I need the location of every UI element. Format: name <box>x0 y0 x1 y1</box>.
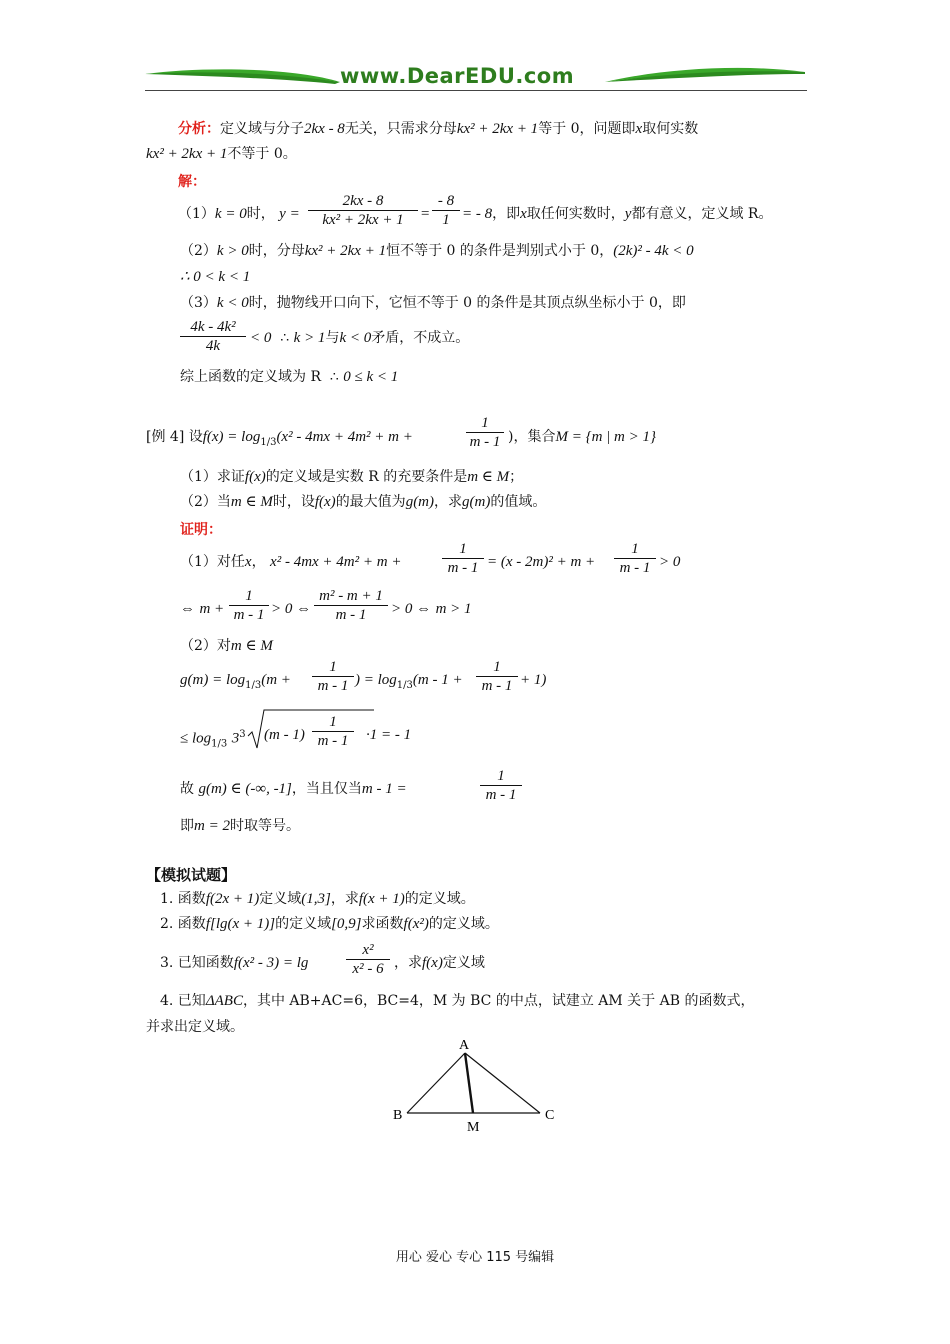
proof-part-2: （2）对m ∈ M <box>180 638 273 654</box>
solution-label: 解： <box>178 174 206 190</box>
proof-line-1: （1）对任x， x² - 4mx + 4m² + m + <box>180 554 402 570</box>
example-4-q2: （2）当m ∈ M时，设f(x)的最大值为g(m)，求g(m)的值域。 <box>180 494 547 510</box>
equality-line: 即m = 2时取等号。 <box>180 818 300 834</box>
vertex-b-label: B <box>393 1108 403 1123</box>
vertex-c-label: C <box>545 1108 555 1123</box>
analysis-label: 分析： <box>178 121 220 137</box>
range-line: 故 g(m) ∈ (-∞, -1]，当且仅当m - 1 = <box>180 781 407 797</box>
analysis-line-1: 分析：定义域与分子2kx - 8无关，只需求分母kx² + 2kx + 1等于 0，问题即x取何实数 <box>178 121 699 137</box>
midpoint-m-label: M <box>467 1120 480 1135</box>
vertex-a-label: A <box>459 1038 470 1053</box>
g-of-m-line: $g(m) = \log_{1/3}(m$ + <box>180 672 291 691</box>
triangle-figure <box>385 1035 570 1135</box>
example-4-q1: （1）求证f(x)的定义域是实数 R 的充要条件是m ∈ M； <box>180 469 524 485</box>
solution-case-3: （3）k < 0时，抛物线开口向下，它恒不等于 0 的条件是其顶点纵坐标小于 0，即 <box>180 295 686 311</box>
solution-case-2-result: ∴ 0 < k < 1 <box>180 269 251 285</box>
exercise-4-cont: 并求出定义域。 <box>146 1019 244 1035</box>
exercise-1: 1. 函数f(2x + 1)定义域(1,3]，求f(x + 1)的定义域。 <box>160 891 475 907</box>
exercise-4: 4. 已知ΔABC，其中 AB+AC=6，BC=4，M 为 BC 的中点，试建立 AM 关于 AB 的函数式， <box>160 993 755 1009</box>
example-4-statement: [例 4] 设$f(x) = \log_{1/3}(x^2 - 4mx + 4m^2 + m$ + <box>146 429 413 448</box>
case1-fraction: $\frac{2kx - 8}{\text{kx² + 2kx + 1}}$ <box>308 192 418 229</box>
case1-fraction-2: $\frac{- 8}{1}$ <box>432 192 460 229</box>
proof-label: 证明： <box>180 522 222 538</box>
site-brand: www.DearEDU.com <box>340 64 575 88</box>
solution-case-2: （2）k > 0时，分母kx² + 2kx + 1恒不等于 0 的条件是判别式小于 0，(2k)² - 4k < 0 <box>180 243 694 259</box>
header-rule <box>145 90 807 91</box>
exercise-2: 2. 函数f[lg(x + 1)]的定义域[0,9]求函数f(x²)的定义域。 <box>160 916 499 932</box>
case3-conclusion: < 0 ∴ k > 1与k < 0矛盾，不成立。 <box>250 330 470 346</box>
page-footer: 用心 爱心 专心 115 号编辑 <box>395 1250 555 1265</box>
exercises-heading: 【模拟试题】 <box>146 866 237 884</box>
solution-summary: 综上函数的定义域为 R ∴ 0 ≤ k < 1 <box>180 369 399 385</box>
exercise-3: 3. 已知函数f(x² - 3) = lg <box>160 955 309 971</box>
inequality-line: ≤ $\log_{1/3} 3^3$ <box>180 729 246 750</box>
solution-case-1: （1）k = 0时， y = <box>178 206 300 222</box>
analysis-line-2: kx² + 2kx + 1不等于 0。 <box>146 146 297 162</box>
example-4-fraction: $\frac{1}{m - 1}$ <box>466 414 504 451</box>
proof-line-2: ⇔ m + <box>180 601 225 617</box>
case3-fraction: $\frac{\text{4k - 4k²}}{4k}$ <box>180 318 246 355</box>
